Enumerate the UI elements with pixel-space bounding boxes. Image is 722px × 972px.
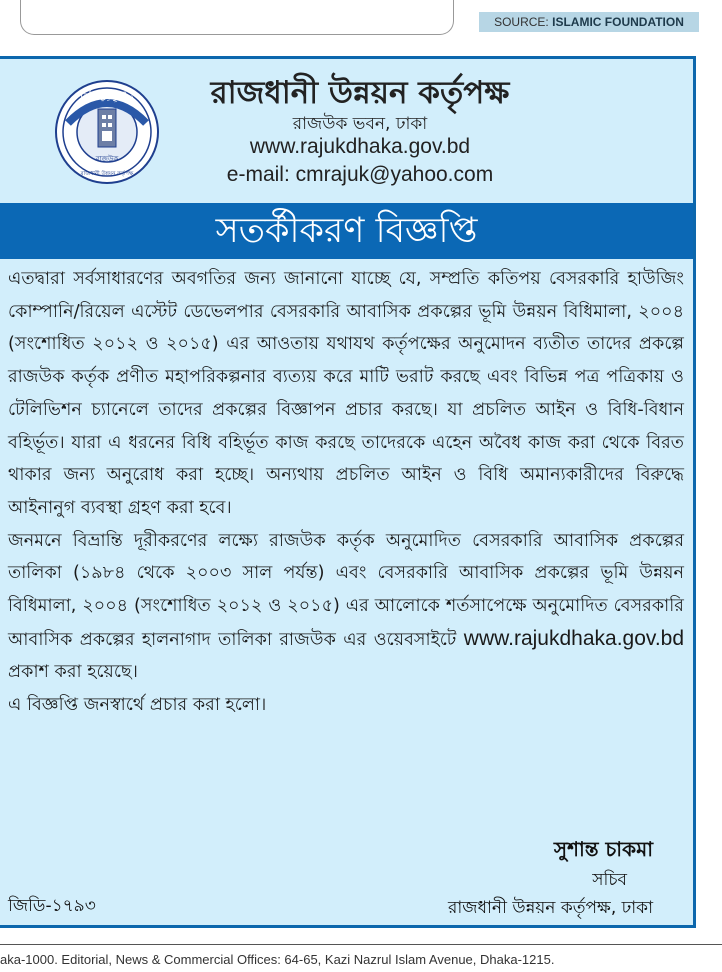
footer-divider (0, 944, 722, 945)
website-link[interactable]: www.rajukdhaka.gov.bd (463, 626, 685, 650)
logo-bottom-text: রাজধানী উন্নয়ন কর্তৃপক্ষ (80, 171, 134, 177)
source-credit (479, 12, 699, 32)
body-paragraph-2-end: প্রকাশ করা হয়েছে। (8, 662, 138, 683)
logo-top-text: رَبِّ زِدْنِي عِلْمًا (80, 92, 134, 102)
gd-reference: জিডি-১৭৯৩ (8, 896, 96, 916)
org-name: রাজধানী উন্নয়ন কর্তৃপক্ষ (210, 75, 510, 111)
rajuk-notice (0, 56, 696, 928)
notice-title-banner: সতর্কীকরণ বিজ্ঞপ্তি (0, 203, 693, 259)
rajuk-logo-icon (54, 79, 160, 185)
previous-article-card (20, 0, 454, 35)
notice-header (0, 59, 693, 201)
signer-title: সচিব (592, 870, 627, 890)
signer-org: রাজধানী উন্নয়ন কর্তৃপক্ষ, ঢাকা (447, 898, 653, 918)
org-address: রাজউক ভবন, ঢাকা (292, 114, 428, 134)
org-email: e-mail: cmrajuk@yahoo.com (226, 163, 494, 186)
body-paragraph-2 (8, 525, 684, 690)
newspaper-footer: aka-1000. Editorial, News & Commercial Offices: 64-65, Kazi Nazrul Islam Avenue, Dhaka-1215. (0, 952, 555, 967)
org-website: www.rajukdhaka.gov.bd (249, 135, 471, 158)
top-strip (0, 0, 722, 56)
body-paragraph-3: এ বিজ্ঞপ্তি জনস্বার্থে প্রচার করা হলো। (8, 695, 267, 716)
signer-name: সুশান্ত চাকমা (553, 837, 653, 861)
source-label: SOURCE: (494, 15, 549, 29)
logo-inner-text: রাজউক (95, 155, 119, 163)
source-value: ISLAMIC FOUNDATION (552, 15, 684, 29)
body-paragraph-2-text: জনমনে বিভ্রান্তি দূরীকরণের লক্ষ্যে রাজউক কর্তৃক অনুমোদিত বেসরকারি আবাসিক প্রকল্পের তালিকা (১৯৮৪ থেকে ২০০৩ সাল পর্যন্ত) এবং বেসরকারি আবাসিক প্রকল্পের ভূমি উন্নয়ন বিধিমালা, ২০০৪ (সংশোধিত ২০১২ ও ২০১৫) এর আলোকে শর্তসাপেক্ষে অনুমোদিত বেসরকারি আবাসিক প্রকল্পের হালনাগাদ তালিকা রাজউক এর ওয়েবসাইটে (8, 530, 684, 650)
body-paragraph-1: এতদ্বারা সর্বসাধারণের অবগতির জন্য জানানো যাচ্ছে যে, সম্প্রতি কতিপয় বেসরকারি হাউজিং কোম্পানি/রিয়েল এস্টেট ডেভেলপার বেসরকারি আবাসিক প্রকল্পের ভূমি উন্নয়ন বিধিমালা, ২০০৪ (সংশোধিত ২০১২ ও ২০১৫) এর আওতায় যথাযথ কর্তৃপক্ষের অনুমোদন ব্যতীত তাদের প্রকল্পে রাজউক কর্তৃক প্রণীত মহাপরিকল্পনার ব্যত্যয় করে মাটি ভরাট করছে এবং বিভিন্ন পত্র পত্রিকায় ও টেলিভিশন চ্যানেলে তাদের প্রকল্পের বিজ্ঞাপন প্রচার করছে। যা প্রচলিত আইন ও বিধি-বিধান বহির্ভূত। যারা এ ধরনের বিধি বহির্ভূত কাজ করছে তাদেরকে এহেন অবৈধ কাজ করা থেকে বিরত থাকার জন্য অনুরোধ করা হচ্ছে। অন্যথায় প্রচলিত আইন ও বিধি অমান্যকারীদের বিরুদ্ধে আইনানুগ ব্যবস্থা গ্রহণ করা হবে। (8, 269, 684, 518)
notice-body (8, 263, 684, 722)
